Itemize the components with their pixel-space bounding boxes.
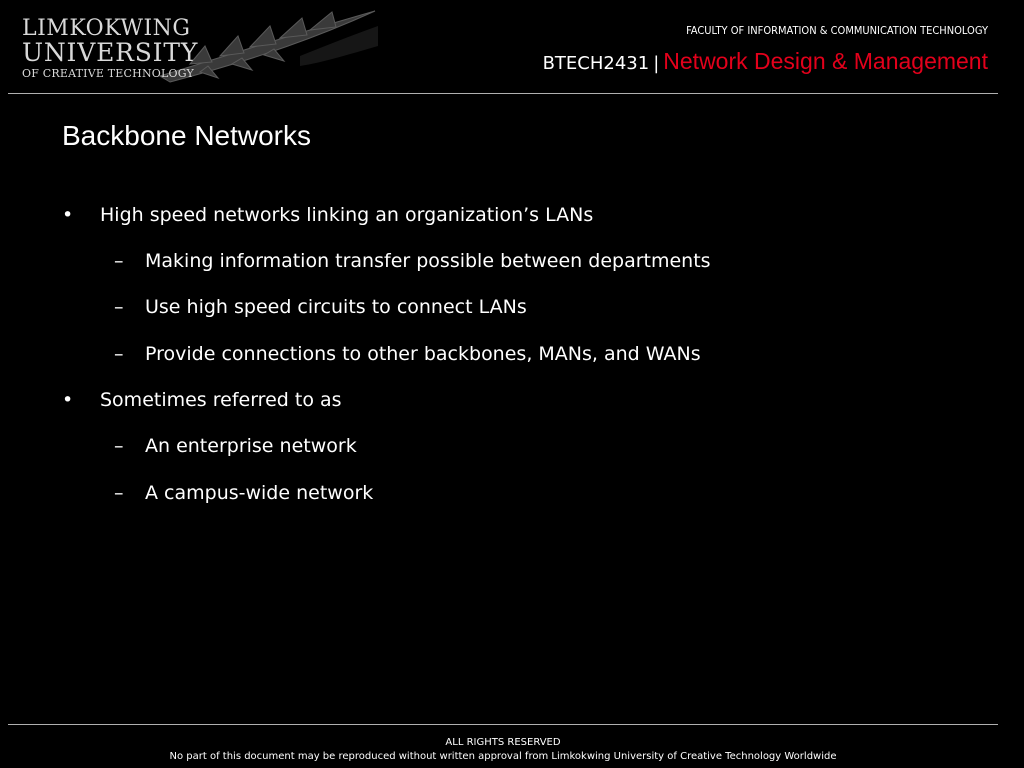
faculty-name: FACULTY OF INFORMATION & COMMUNICATION TECHNOLOGY (686, 24, 988, 37)
sub-bullet-item: Provide connections to other backbones, MANs, and WANs (145, 343, 701, 365)
logo-line-3: OF CREATIVE TECHNOLOGY (22, 67, 194, 80)
sub-bullet-item: An enterprise network (145, 435, 357, 457)
logo-line-1: LIMKOKWING (22, 16, 191, 41)
footer-disclaimer: No part of this document may be reproduced without written approval from Limkokwing University of Creative Technology Worldwide (169, 751, 837, 762)
sub-bullet-item: Making information transfer possible between departments (145, 250, 711, 272)
sub-bullet-item: A campus-wide network (145, 482, 374, 504)
sub-bullet-marker: – (114, 435, 124, 457)
sub-bullet-marker: – (114, 296, 124, 318)
footer-divider (8, 724, 998, 725)
slide-footer (0, 736, 1006, 764)
bullet-item: Sometimes referred to as (100, 389, 342, 411)
sub-bullet-marker: – (114, 482, 124, 504)
logo-line-2: UNIVERSITY (22, 38, 199, 67)
bullet-marker: • (62, 389, 74, 411)
sub-bullet-marker: – (114, 343, 124, 365)
bullet-item: High speed networks linking an organization’s LANs (100, 204, 594, 226)
slide-title: Backbone Networks (62, 120, 312, 151)
bullet-marker: • (62, 204, 74, 226)
sub-bullet-item: Use high speed circuits to connect LANs (145, 296, 527, 318)
sub-bullet-marker: – (114, 250, 124, 272)
footer-rights: ALL RIGHTS RESERVED (445, 737, 561, 748)
course-code: BTECH2431 (542, 53, 650, 74)
course-name: Network Design & Management (663, 48, 988, 74)
course-separator: | (653, 53, 660, 74)
